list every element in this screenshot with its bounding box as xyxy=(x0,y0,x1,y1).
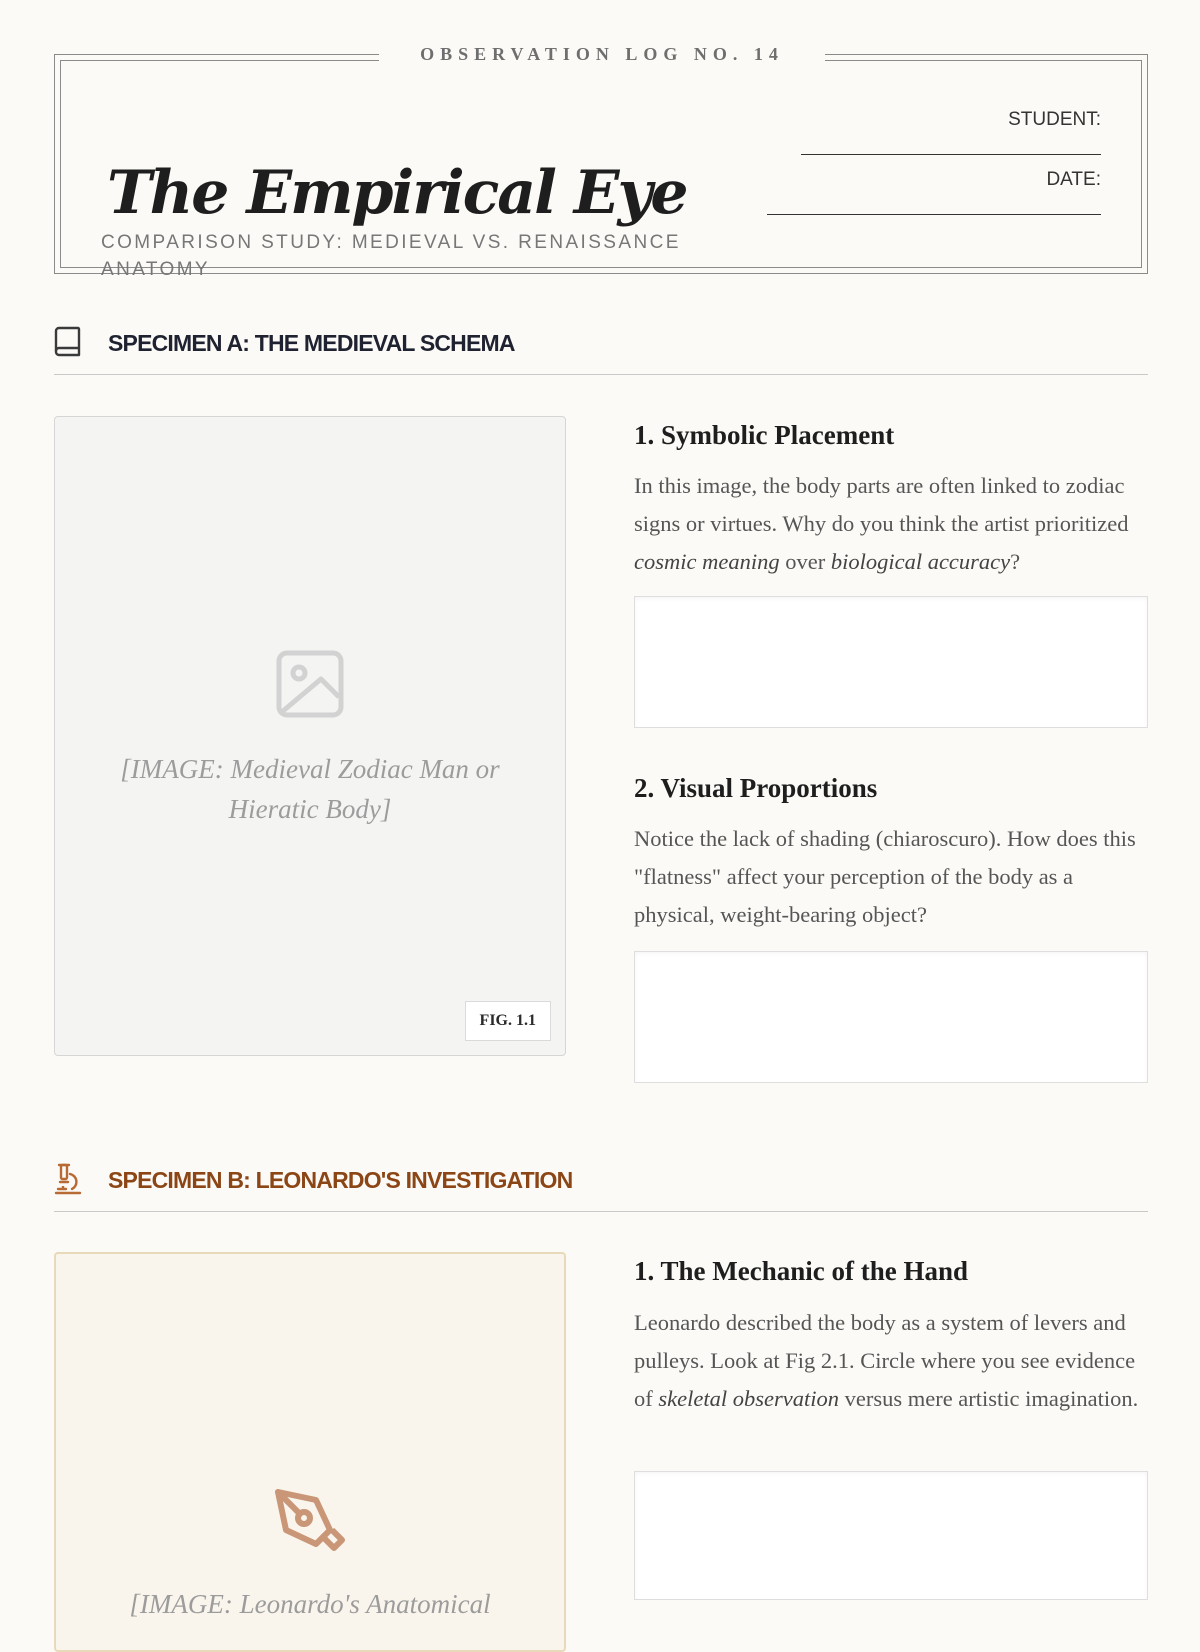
header-frame xyxy=(54,54,1148,280)
question-b1-text: Leonardo described the body as a system of levers and pulleys. Look at Fig 2.1. Circle where you see evidence of skeletal observation versus mere artistic imagination. xyxy=(634,1310,1139,1411)
worksheet-page xyxy=(54,0,1148,1619)
answer-box-a1[interactable] xyxy=(634,596,1148,728)
answer-box-a2[interactable] xyxy=(634,951,1148,1083)
specimen-b-image-caption: [IMAGE: Leonardo's Anatomical xyxy=(129,1589,491,1619)
figure-label: FIG. 1.1 xyxy=(465,1001,551,1041)
specimen-a-image-placeholder xyxy=(54,416,566,1056)
student-name-line[interactable] xyxy=(801,154,1101,155)
microscope-icon xyxy=(54,1162,84,1196)
section-a-title: SPECIMEN A: THE MEDIEVAL SCHEMA xyxy=(108,330,515,356)
log-number-label: OBSERVATION LOG NO. 14 xyxy=(379,40,825,68)
pen-nib-icon xyxy=(270,1484,350,1564)
section-b-heading xyxy=(54,1162,1148,1212)
worksheet-title: The Empirical Eye xyxy=(107,158,687,228)
student-label: STUDENT: xyxy=(1008,109,1101,130)
section-b-title: SPECIMEN B: LEONARDO'S INVESTIGATION xyxy=(108,1167,573,1193)
section-a-heading xyxy=(54,325,1148,375)
question-a2-title: 2. Visual Proportions xyxy=(634,773,878,803)
answer-box-b1[interactable] xyxy=(634,1471,1148,1600)
question-b1-title: 1. The Mechanic of the Hand xyxy=(634,1256,969,1286)
question-a1-title: 1. Symbolic Placement xyxy=(634,420,895,450)
date-label: DATE: xyxy=(1046,169,1101,190)
specimen-a-image-caption: [IMAGE: Medieval Zodiac Man or Hieratic Body] xyxy=(120,754,500,824)
date-line[interactable] xyxy=(767,214,1101,215)
question-a2-text: Notice the lack of shading (chiaroscuro). How does this "flatness" affect your perception of the body as a physical, weight-bearing object? xyxy=(634,826,1136,927)
worksheet-subtitle: COMPARISON STUDY: MEDIEVAL VS. RENAISSANCE ANATOMY xyxy=(101,232,681,280)
book-icon xyxy=(54,325,84,359)
specimen-b-image-placeholder xyxy=(54,1252,566,1652)
image-icon xyxy=(275,649,345,719)
question-a1-text: In this image, the body parts are often linked to zodiac signs or virtues. Why do you think the artist prioritized cosmic meaning over biological accuracy? xyxy=(634,473,1129,574)
